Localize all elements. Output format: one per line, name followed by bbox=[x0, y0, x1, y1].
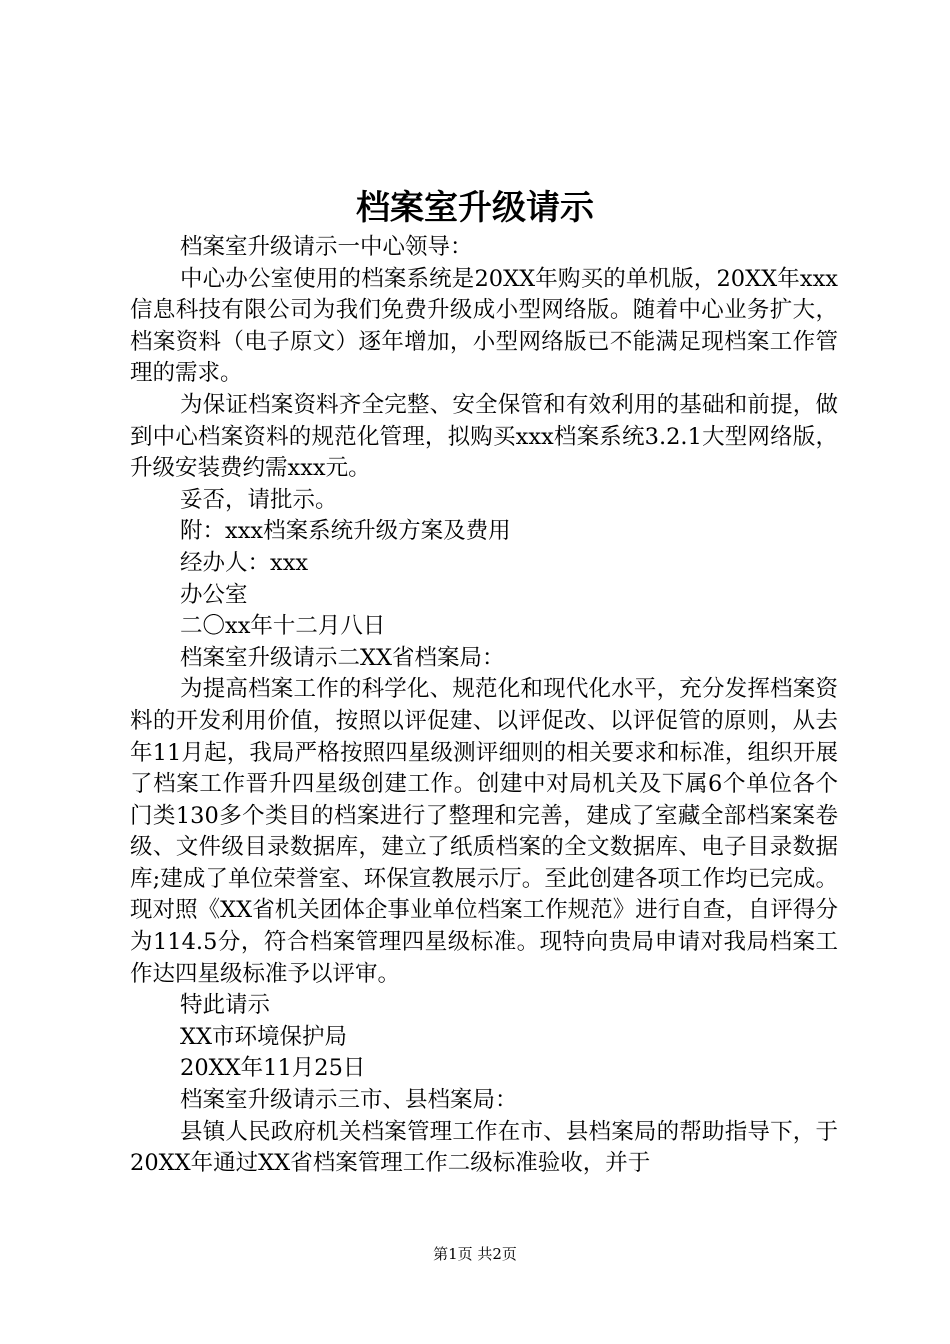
paragraph-body-3: 县镇人民政府机关档案管理工作在市、县档案局的帮助指导下，于20XX年通过XX省档案管理工作二级标准验收，并于 bbox=[130, 1118, 838, 1177]
paragraph-date-1: 二〇xx年十二月八日 bbox=[180, 613, 386, 640]
paragraph-proposal: 为保证档案资料齐全完整、安全保管和有效利用的基础和前提，做到中心档案资料的规范化管理，拟购买xxx档案系统3.2.1大型网络版，升级安装费约需xxx元。 bbox=[130, 391, 838, 482]
document-title: 档案室升级请示 bbox=[356, 188, 594, 228]
paragraph-office: 办公室 bbox=[180, 581, 248, 608]
document-body bbox=[130, 232, 838, 1180]
paragraph-date-2: 20XX年11月25日 bbox=[180, 1055, 366, 1082]
paragraph-request-approval: 妥否，请批示。 bbox=[180, 486, 338, 513]
paragraph-background: 中心办公室使用的档案系统是20XX年购买的单机版，20XX年xxx信息科技有限公司为我们免费升级成小型网络版。随着中心业务扩大，档案资料（电子原文）逐年增加，小型网络版已不能满足现档案工作管理的需求。 bbox=[130, 265, 838, 387]
paragraph-closing: 特此请示 bbox=[180, 992, 271, 1019]
paragraph-organization: XX市环境保护局 bbox=[180, 1023, 348, 1050]
paragraph-salutation-3: 档案室升级请示三市、县档案局： bbox=[180, 1087, 518, 1114]
paragraph-attachment: 附：xxx档案系统升级方案及费用 bbox=[180, 518, 511, 545]
paragraph-salutation-1: 档案室升级请示一中心领导： bbox=[180, 234, 473, 260]
paragraph-handler: 经办人：xxx bbox=[180, 549, 309, 576]
page-number-footer: 第1页 共2页 bbox=[433, 1245, 517, 1263]
paragraph-report-body: 为提高档案工作的科学化、规范化和现代化水平，充分发挥档案资料的开发利用价值，按照以评促建、以评促改、以评促管的原则，从去年11月起，我局严格按照四星级测评细则的相关要求和标准，组织开展了档案工作晋升四星级创建工作。创建中对局机关及下属6个单位各个门类130多个类目的档案进行了整理和完善，建成了室藏全部档案案卷级、文件级目录数据库，建立了纸质档案的全文数据库、电子目录数据库;建成了单位荣誉室、环保宣教展示厅。至此创建各项工作均已完成。现对照《XX省机关团体企事业单位档案工作规范》进行自查，自评得分为114.5分，符合档案管理四星级标准。现特向贵局申请对我局档案工作达四星级标准予以评审。 bbox=[130, 676, 838, 987]
paragraph-salutation-2: 档案室升级请示二XX省档案局： bbox=[180, 644, 505, 671]
